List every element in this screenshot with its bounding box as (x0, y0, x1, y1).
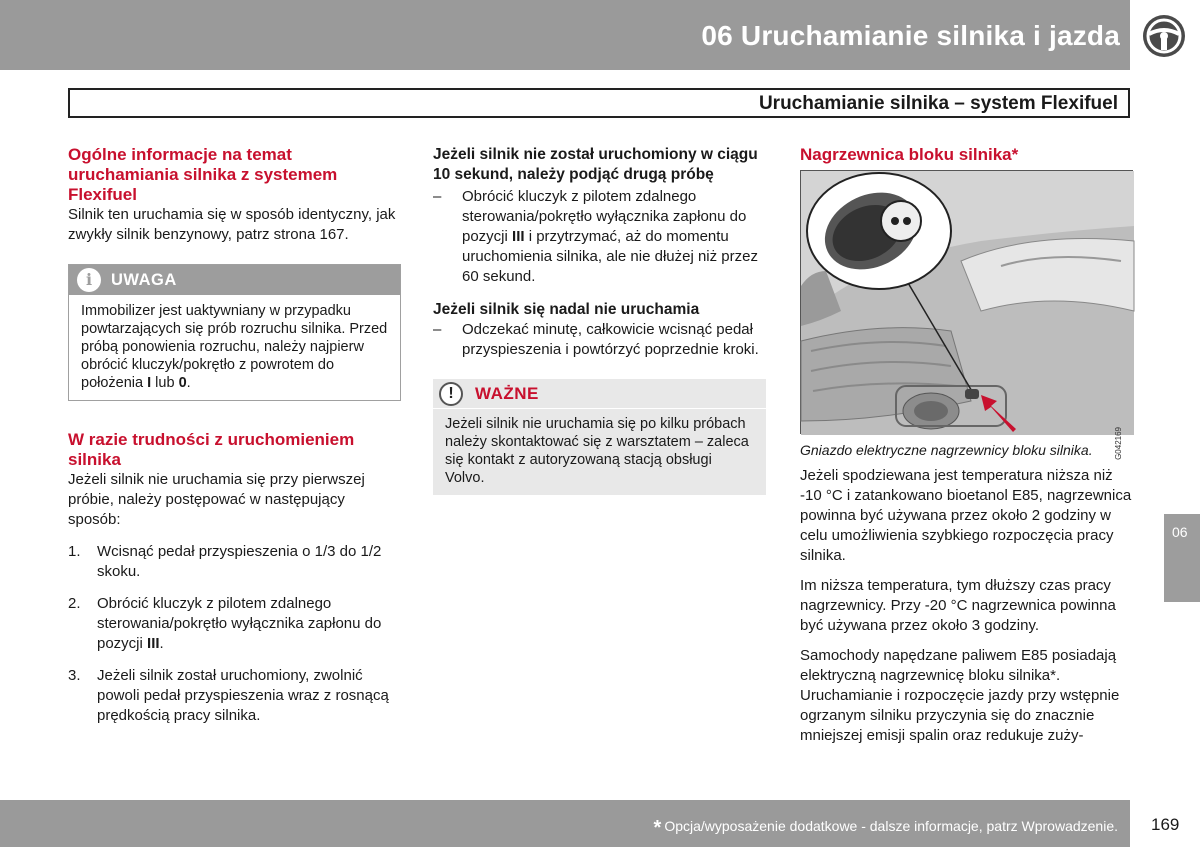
page-number: 169 (1151, 815, 1180, 834)
paragraph-general-info: Silnik ten uruchamia się w sposób identyczny, jak zwykły silnik benzynowy, patrz strona 167. (68, 206, 396, 243)
footer-band (0, 800, 1130, 847)
list-dash: – (433, 188, 442, 205)
warning-box (433, 379, 766, 495)
heading-block-heater: Nagrzewnica bloku silnika* (800, 145, 1019, 164)
note-text: Immobilizer jest uaktywniany w przypadku powtarzających się prób rozruchu silnika. Przed próbą ponowienia rozruchu, należy najpierw obrócić kluczyk/pokrętło z powrotem do położenia (81, 303, 388, 391)
note-text-bold: 0 (178, 375, 187, 391)
exclamation-icon: ! (439, 382, 463, 406)
list-item-text-bold: III (147, 635, 160, 652)
chapter-title: 06 Uruchamianie silnika i jazda (701, 20, 1120, 51)
list-item-text-bold: III (512, 228, 525, 245)
note-box (68, 264, 401, 401)
list-item-text: Wcisnąć pedał przyspieszenia o 1/3 do 1/2 skoku. (97, 543, 382, 580)
paragraph-lower-temperature: Im niższa temperatura, tym dłuższy czas pracy nagrzewnicy. Przy -20 °C nagrzewnica powinna być używana przez około 3 godziny. (800, 577, 1116, 634)
chapter-icon-box (1130, 0, 1200, 70)
list-item-number: 1. (68, 543, 81, 560)
list-item (68, 594, 401, 654)
list-item (433, 187, 766, 287)
list-item-text: Obrócić kluczyk z pilotem zdalnego sterowania/pokrętło wyłącznika zapłonu do pozycji (462, 188, 747, 245)
list-item-text: Odczekać minutę, całkowicie wcisnąć pedał przyspieszenia i powtórzyć poprzednie kroki. (462, 321, 759, 358)
chapter-header-band (0, 0, 1130, 70)
page-number-box (1130, 800, 1200, 847)
list-item (433, 320, 766, 360)
paragraph-e85-cars: Samochody napędzane paliwem E85 posiadają elektryczną nagrzewnicę bloku silnika*. Uruchamianie i rozpoczęcie jazdy przy wstępnie ogrzanym silniku przyczynia się do znacznie mniejszej emisji spalin oraz redukuje zuży- (800, 647, 1120, 744)
car-front-illustration (801, 171, 1134, 435)
column-1 (68, 145, 401, 726)
column-2 (433, 145, 766, 495)
list-item (68, 542, 401, 582)
note-text-bold: I (147, 375, 152, 391)
warning-title: WAŻNE (475, 384, 539, 403)
note-body (69, 295, 400, 400)
note-title: UWAGA (111, 271, 177, 289)
heading-start-difficulty: W razie trudności z uruchomieniem silnika (68, 430, 355, 469)
heading-still-not-starting: Jeżeli silnik się nadal nie uruchamia (433, 301, 700, 318)
footer-note (654, 817, 1118, 840)
list-item (68, 666, 401, 726)
note-text: . (186, 375, 191, 391)
warning-header (433, 379, 766, 409)
heading-second-attempt: Jeżeli silnik nie został uruchomiony w ciągu 10 sekund, należy podjąć drugą próbę (433, 146, 758, 183)
list-item-text: Obrócić kluczyk z pilotem zdalnego sterowania/pokrętło wyłącznika zapłonu do pozycji (97, 595, 382, 652)
chapter-tab (1164, 514, 1200, 602)
figure-code: G042169 (1114, 427, 1123, 460)
chapter-tab-label: 06 (1172, 524, 1188, 540)
list-item-text: Jeżeli silnik został uruchomiony, zwolnić powoli pedał przyspieszenia wraz z rosnącą prędkością pracy silnika. (97, 667, 389, 724)
paragraph-heater-usage: Jeżeli spodziewana jest temperatura niższa niż -10 °C i zatankowano bioetanol E85, nagrzewnica powinna być używana przez około 2 godziny w celu umożliwienia szybkiego rozpoczęcia pracy silnika. (800, 467, 1132, 564)
list-item-text: i przytrzymać, aż do momentu uruchomienia silnika, ale nie dłużej niż przez 60 sekund. (462, 228, 758, 285)
column-3 (800, 145, 1134, 746)
info-icon: i (77, 268, 101, 292)
figure-caption: Gniazdo elektryczne nagrzewnicy bloku silnika. (800, 442, 1093, 458)
list-dash: – (433, 321, 442, 338)
heading-general-info: Ogólne informacje na temat uruchamiania silnika z systemem Flexifuel (68, 145, 338, 204)
list-item-number: 2. (68, 595, 81, 612)
section-title: Uruchamianie silnika – system Flexifuel (758, 93, 1118, 114)
note-header (69, 265, 400, 295)
note-text: lub (151, 375, 179, 391)
list-item-text: . (159, 635, 164, 652)
footer-note-text: Opcja/wyposażenie dodatkowe - dalsze informacje, patrz Wprowadzenie. (664, 818, 1118, 834)
section-title-bar (68, 88, 1130, 118)
paragraph-start-difficulty: Jeżeli silnik nie uruchamia się przy pierwszej próbie, należy postępować w następujący sposób: (68, 471, 365, 528)
steering-wheel-icon (1142, 14, 1186, 58)
list-item-number: 3. (68, 667, 81, 684)
warning-body: Jeżeli silnik nie uruchamia się po kilku próbach należy skontaktować się z warsztatem – zaleca się kontakt z autoryzowaną stacją obsługi Volvo. (445, 416, 749, 486)
asterisk-marker: * (653, 817, 662, 839)
